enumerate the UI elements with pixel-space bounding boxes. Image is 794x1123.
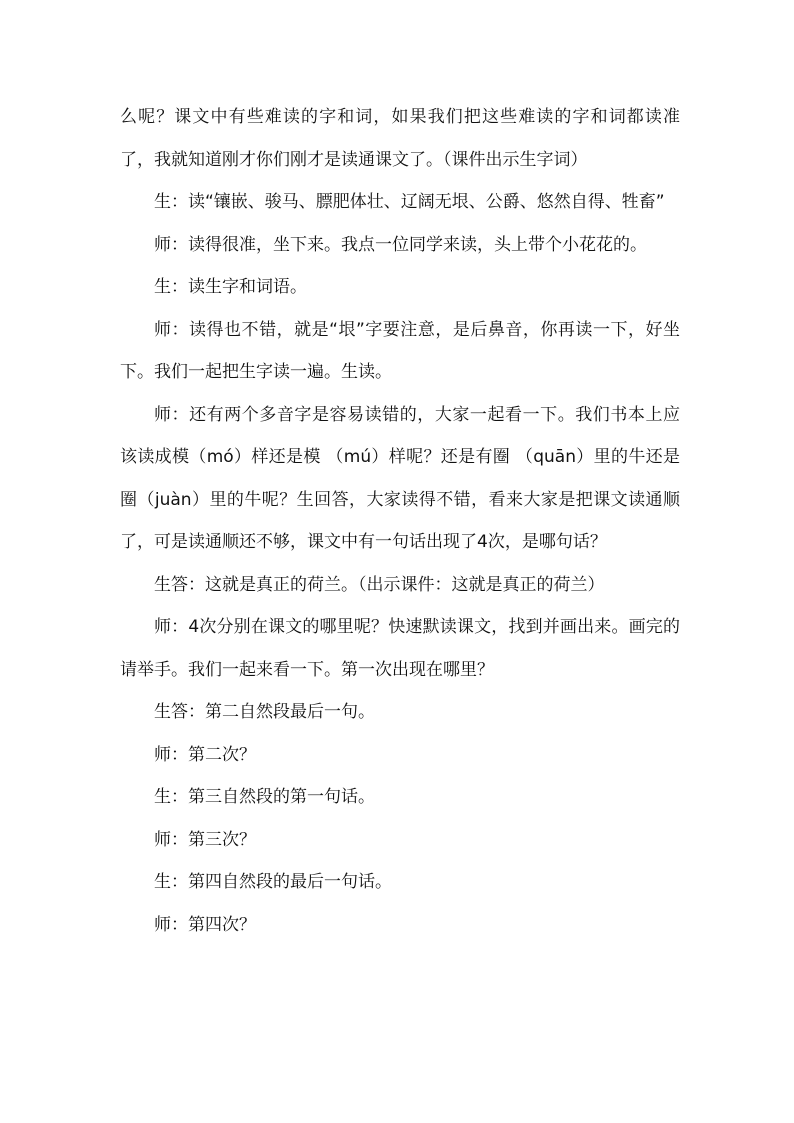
- paragraph-1: 么呢？课文中有些难读的字和词，如果我们把这些难读的字和词都读准了，我就知道刚才你们刚才是读通课文了。（课件出示生字词）: [120, 107, 680, 170]
- paragraph-3: 师：读得很准，坐下来。我点一位同学来读，头上带个小花花的。: [154, 234, 647, 255]
- paragraph-2: 生：读“镶嵌、骏马、膘肥体壮、辽阔无垠、公爵、悠然自得、牲畜”: [154, 192, 665, 212]
- paragraph-9: 生答：第二自然段最后一句。: [154, 702, 375, 722]
- paragraph-7: 生答：这就是真正的荷兰。（出示课件：这就是真正的荷兰）: [154, 574, 605, 595]
- paragraph-5: 师：读得也不错，就是“垠”字要注意，是后鼻音，你再读一下，好坐下。我们一起把生字读一遍。生读。: [120, 319, 680, 382]
- document-body: [120, 96, 680, 946]
- paragraph-10: 师：第二次？: [154, 744, 256, 765]
- paragraph-14: 师：第四次？: [154, 914, 256, 935]
- paragraph-4: 生：读生字和词语。: [154, 277, 307, 297]
- paragraph-13: 生：第四自然段的最后一句话。: [154, 872, 392, 892]
- paragraph-8: 师：4次分别在课文的哪里呢？快速默读课文，找到并画出来。画完的请举手。我们一起来看一下。第一次出现在哪里？: [120, 617, 680, 680]
- paragraph-6: 师：还有两个多音字是容易读错的，大家一起看一下。我们书本上应该读成模（mó）样还是模 （mú）样呢？还是有圈 （quān）里的牛还是圈（juàn）里的牛呢？生回答，大家读得不错，看来大家是把课文读通顺了，可是读通顺还不够，课文中有一句话出现了4次，是哪句话？: [120, 404, 680, 552]
- paragraph-12: 师：第三次？: [154, 829, 256, 850]
- paragraph-11: 生：第三自然段的第一句话。: [154, 787, 375, 807]
